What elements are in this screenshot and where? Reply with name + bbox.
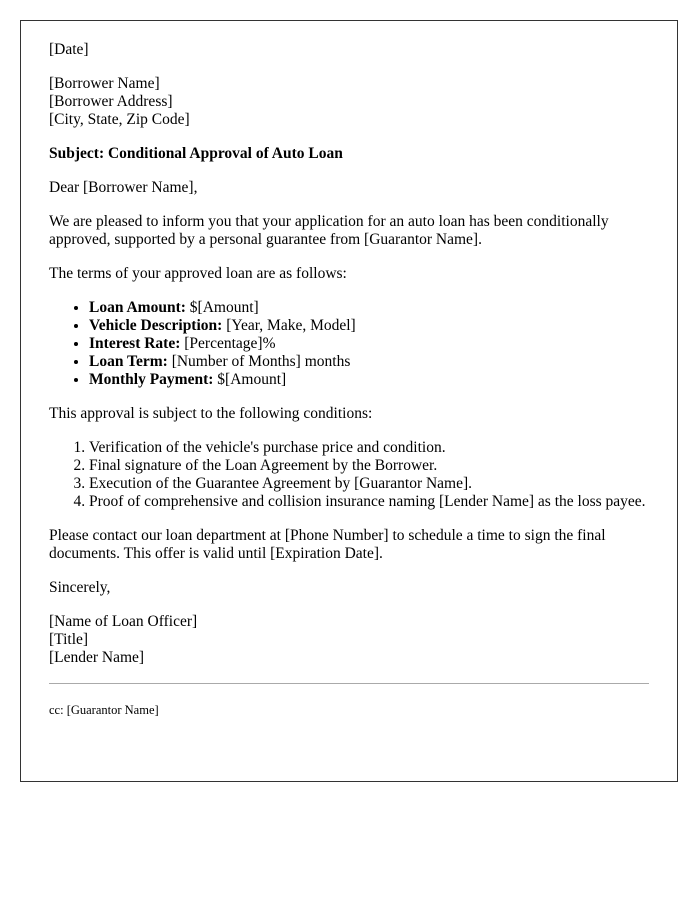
date-line: [Date]: [49, 41, 89, 58]
condition-item: 3. Execution of the Guarantee Agreement by [Guarantor Name].: [89, 475, 649, 493]
terms-intro: The terms of your approved loan are as follows:: [49, 265, 347, 282]
term-label: Interest Rate:: [89, 335, 181, 352]
term-value: [Year, Make, Model]: [222, 317, 356, 334]
sign-off: Sincerely,: [49, 579, 111, 596]
term-label: Loan Amount:: [89, 299, 186, 316]
letter-page: [20, 20, 678, 782]
term-value: [Percentage]%: [180, 335, 276, 352]
footer-divider: [49, 683, 649, 684]
conditions-list: [49, 439, 649, 511]
term-item-monthly-payment: [89, 371, 649, 389]
borrower-name: [Borrower Name]: [49, 75, 160, 92]
borrower-city: [City, State, Zip Code]: [49, 111, 190, 128]
condition-item: 2. Final signature of the Loan Agreement by the Borrower.: [89, 457, 649, 475]
loan-terms-list: [49, 299, 649, 389]
borrower-address-block: [49, 75, 649, 129]
condition-item: 1. Verification of the vehicle's purchase price and condition.: [89, 439, 649, 457]
intro-paragraph: We are pleased to inform you that your application for an auto loan has been conditionally approved, supported by a personal guarantee from [Guarantor Name].: [49, 213, 609, 248]
term-item-interest-rate: [89, 335, 649, 353]
officer-name: [Name of Loan Officer]: [49, 613, 198, 630]
term-label: Monthly Payment:: [89, 371, 214, 388]
term-item-vehicle: [89, 317, 649, 335]
salutation: Dear [Borrower Name],: [49, 179, 198, 196]
signature-block: [49, 613, 649, 667]
term-value: [Number of Months] months: [167, 353, 351, 370]
lender-name: [Lender Name]: [49, 649, 145, 666]
term-item-loan-term: [89, 353, 649, 371]
closing-paragraph: Please contact our loan department at [Phone Number] to schedule a time to sign the final documents. This offer is valid until [Expiration Date].: [49, 527, 606, 562]
term-item-loan-amount: [89, 299, 649, 317]
term-label: Loan Term:: [89, 353, 168, 370]
officer-title: [Title]: [49, 631, 89, 648]
condition-item: 4. Proof of comprehensive and collision insurance naming [Lender Name] as the loss payee.: [89, 493, 649, 511]
term-value: $[Amount]: [185, 299, 259, 316]
conditions-intro: This approval is subject to the following conditions:: [49, 405, 373, 422]
term-label: Vehicle Description:: [89, 317, 223, 334]
borrower-address: [Borrower Address]: [49, 93, 173, 110]
term-value: $[Amount]: [213, 371, 287, 388]
subject-line: Subject: Conditional Approval of Auto Loan: [49, 145, 343, 162]
cc-line: cc: [Guarantor Name]: [49, 703, 159, 717]
